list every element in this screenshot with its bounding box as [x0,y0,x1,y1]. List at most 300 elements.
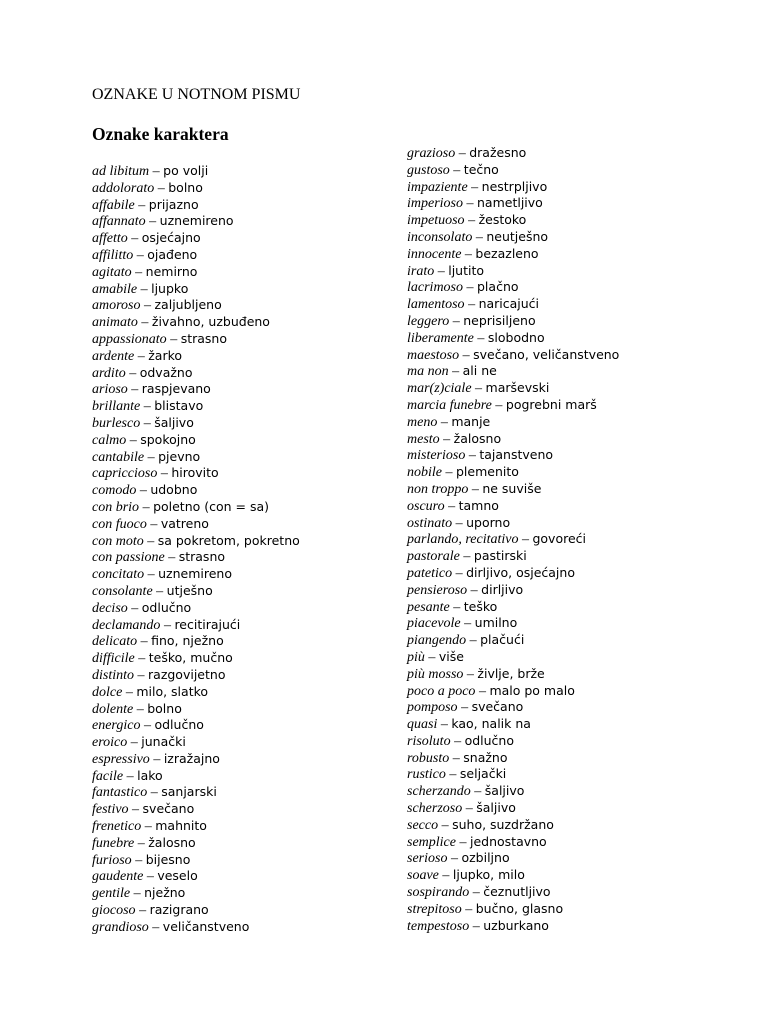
term-meaning: snažno [463,749,508,765]
glossary-entry [92,667,300,684]
glossary-entry [407,263,619,280]
term-italian: innocente [407,246,462,262]
glossary-entry [92,617,300,634]
term-meaning: svečano [471,699,524,715]
glossary-entry [407,464,619,481]
term-meaning: marševski [485,380,550,396]
dash-separator: – [462,801,477,817]
glossary-entry [92,600,300,617]
term-meaning: govoreći [532,531,586,547]
term-meaning: bolno [168,179,203,195]
term-italian: oscuro [407,498,445,514]
glossary-entry [407,783,619,800]
term-italian: non troppo [407,481,469,497]
glossary-entry [407,867,619,884]
dash-separator: – [136,483,151,499]
glossary-entry [407,296,619,313]
glossary-entry [92,398,300,415]
term-italian: eroico [92,735,128,751]
term-italian: scherzando [407,784,471,800]
glossary-entry [407,279,619,296]
term-italian: marcia funebre [407,397,492,413]
term-italian: più mosso [407,666,464,682]
term-italian: soave [407,868,439,884]
term-italian: animato [92,315,138,331]
glossary-entry [407,699,619,716]
dash-separator: – [461,901,476,917]
glossary-entry [92,281,300,298]
dash-separator: – [148,919,163,935]
term-italian: affannato [92,214,146,230]
dash-separator: – [459,347,474,363]
terms-list-left [92,163,300,936]
glossary-entry [407,901,619,918]
term-meaning: žalosno [148,834,196,850]
glossary-entry [92,381,300,398]
dash-separator: – [472,229,487,245]
dash-separator: – [152,583,167,599]
dash-separator: – [424,649,439,665]
glossary-entry [92,885,300,902]
term-italian: addolorato [92,180,155,196]
dash-separator: – [475,683,490,699]
dash-separator: – [139,499,154,515]
dash-separator: – [125,365,140,381]
glossary-entry [92,230,300,247]
term-meaning: spokojno [140,431,196,447]
glossary-entry [92,449,300,466]
term-meaning: ljupko, milo [452,867,525,883]
glossary-entry [92,801,300,818]
glossary-entry [407,179,619,196]
term-italian: concitato [92,567,145,583]
term-italian: difficile [92,651,135,667]
term-italian: arioso [92,382,128,398]
term-meaning: hirovito [171,465,219,481]
term-meaning: utješno [166,582,213,598]
term-italian: pensieroso [407,582,468,598]
term-italian: gustoso [407,162,450,178]
glossary-entry [407,347,619,364]
term-italian: meno [407,414,438,430]
term-meaning: svečano [142,801,195,817]
term-meaning: ozbiljno [461,850,510,866]
term-italian: gentile [92,886,131,902]
dash-separator: – [448,364,463,380]
term-italian: pastorale [407,549,460,565]
dash-separator: – [466,633,481,649]
term-meaning: neutješno [486,228,549,244]
glossary-entry [92,533,300,550]
term-italian: funebre [92,835,135,851]
term-italian: declamando [92,617,161,633]
dash-separator: – [470,784,485,800]
glossary-entry [92,818,300,835]
term-meaning: recitirajući [174,616,241,632]
dash-separator: – [437,414,452,430]
term-meaning: pogrebni marš [505,396,597,412]
term-meaning: sa pokretom, pokretno [157,532,300,548]
glossary-entry [92,499,300,516]
dash-separator: – [464,297,479,313]
term-meaning: pastirski [473,548,527,564]
dash-separator: – [146,516,161,532]
dash-separator: – [154,180,169,196]
dash-separator: – [126,432,141,448]
term-meaning: veselo [157,868,198,884]
term-italian: fantastico [92,785,148,801]
term-italian: liberamente [407,330,474,346]
term-italian: scherzoso [407,801,463,817]
term-italian: pomposo [407,700,458,716]
term-italian: brillante [92,399,141,415]
glossary-entry [92,852,300,869]
glossary-entry [407,683,619,700]
term-italian: furioso [92,852,132,868]
dash-separator: – [143,869,158,885]
glossary-entry [92,566,300,583]
term-meaning: žestoko [478,212,527,228]
term-meaning: bučno, glasno [475,900,564,916]
glossary-entry [407,918,619,935]
term-meaning: sanjarski [161,784,217,800]
term-italian: deciso [92,600,128,616]
dash-separator: – [471,381,486,397]
term-meaning: tajanstveno [479,447,554,463]
term-meaning: bijesno [145,851,191,867]
term-meaning: malo po malo [489,682,575,698]
glossary-entry [92,331,300,348]
glossary-entry [92,163,300,180]
term-italian: impetuoso [407,213,465,229]
glossary-entry [407,397,619,414]
glossary-entry [92,701,300,718]
dash-separator: – [140,298,155,314]
term-meaning: junački [141,734,186,750]
glossary-entry [407,515,619,532]
term-italian: quasi [407,717,438,733]
glossary-entry [407,498,619,515]
dash-separator: – [449,313,464,329]
dash-separator: – [491,397,506,413]
dash-separator: – [140,718,155,734]
dash-separator: – [127,735,142,751]
term-meaning: prijazno [148,196,199,212]
term-italian: amoroso [92,298,141,314]
term-meaning: slobodno [487,329,545,345]
glossary-entry [92,768,300,785]
dash-separator: – [140,415,155,431]
term-meaning: plačući [480,632,525,648]
term-meaning: ljutito [448,262,485,278]
dash-separator: – [463,196,477,212]
term-italian: irato [407,263,435,279]
glossary-entry [407,666,619,683]
term-meaning: pjevno [158,448,201,464]
dash-separator: – [134,835,149,851]
dash-separator: – [123,768,138,784]
term-meaning: plemenito [456,464,519,480]
term-meaning: življe, brže [477,665,545,681]
glossary-entry [407,145,619,162]
term-meaning: strasno [180,330,227,346]
dash-separator: – [140,399,155,415]
term-meaning: plačno [477,279,519,295]
term-italian: ardente [92,348,135,364]
term-italian: piacevole [407,616,461,632]
dash-separator: – [449,162,464,178]
term-italian: pesante [407,599,450,615]
term-meaning: uznemireno [158,566,232,582]
dash-separator: – [467,179,482,195]
glossary-entry [407,414,619,431]
term-italian: inconsolato [407,229,473,245]
glossary-entry [407,850,619,867]
term-italian: poco a poco [407,683,476,699]
term-meaning: uzburkano [483,917,549,933]
dash-separator: – [450,733,465,749]
term-meaning: fino, nježno [151,633,224,649]
dash-separator: – [460,616,475,632]
glossary-entry [92,868,300,885]
dash-separator: – [438,817,453,833]
glossary-entry [92,583,300,600]
dash-separator: – [137,281,152,297]
term-italian: grandioso [92,919,149,935]
dash-separator: – [469,885,484,901]
term-meaning: uznemireno [159,213,234,229]
dash-separator: – [468,481,483,497]
dash-separator: – [131,852,146,868]
term-meaning: šaljivo [154,414,194,430]
glossary-entry [407,817,619,834]
dash-separator: – [463,666,478,682]
glossary-entry [407,195,619,212]
term-italian: con brio [92,499,140,515]
term-meaning: svečano, veličanstveno [473,346,620,362]
term-meaning: mahnito [155,818,207,834]
glossary-entry [407,565,619,582]
glossary-entry [92,348,300,365]
term-italian: con passione [92,550,165,566]
term-italian: dolente [92,701,134,717]
term-meaning: jednostavno [469,833,547,849]
glossary-entry [407,313,619,330]
dash-separator: – [457,700,472,716]
term-meaning: naricajući [478,296,540,312]
dash-separator: – [463,280,477,296]
glossary-entry [407,363,619,380]
term-italian: distinto [92,667,135,683]
term-italian: delicato [92,634,138,650]
term-italian: cantabile [92,449,145,465]
dash-separator: – [131,264,146,280]
term-meaning: ljupko [151,280,189,296]
glossary-entry [407,615,619,632]
term-italian: secco [407,817,439,833]
glossary-entry [92,650,300,667]
dash-separator: – [473,330,488,346]
term-meaning: tamno [458,497,499,513]
dash-separator: – [442,465,456,481]
term-italian: agitato [92,264,132,280]
term-meaning: razgovijetno [148,666,226,682]
dash-separator: – [127,231,142,247]
term-meaning: suho, suzdržano [452,816,554,832]
term-italian: lacrimoso [407,280,463,296]
glossary-entry [92,919,300,936]
dash-separator: – [518,532,533,548]
term-italian: lamentoso [407,297,465,313]
dash-separator: – [147,785,162,801]
term-italian: mesto [407,431,440,447]
term-italian: affilitto [92,247,134,263]
glossary-entry [92,516,300,533]
dash-separator: – [130,886,145,902]
dash-separator: – [438,868,453,884]
glossary-entry [92,482,300,499]
dash-separator: – [434,263,449,279]
glossary-entry [92,902,300,919]
glossary-entry [407,800,619,817]
dash-separator: – [127,600,142,616]
term-italian: impaziente [407,179,468,195]
glossary-entry [92,213,300,230]
dash-separator: – [449,599,464,615]
dash-separator: – [122,684,137,700]
term-italian: mar(z)ciale [407,381,472,397]
term-meaning: osjećajno [141,230,201,246]
term-italian: espressivo [92,751,150,767]
term-meaning: bezazleno [475,245,539,261]
glossary-entry [407,531,619,548]
dash-separator: – [143,533,158,549]
dash-separator: – [439,431,454,447]
term-italian: grazioso [407,146,456,161]
term-meaning: tečno [463,161,499,177]
glossary-entry [92,365,300,382]
term-meaning: šaljivo [476,800,516,816]
glossary-entry [407,766,619,783]
glossary-entry [92,180,300,197]
dash-separator: – [134,667,149,683]
glossary-entry [92,297,300,314]
term-italian: frenetico [92,819,142,835]
term-meaning: odlučno [141,599,192,615]
term-meaning: šaljivo [484,783,525,799]
term-meaning: odvažno [139,364,193,380]
glossary-entry [407,733,619,750]
dash-separator: – [149,751,164,767]
term-italian: energico [92,718,141,734]
term-italian: parlando, recitativo [407,532,519,548]
term-meaning: umilno [474,615,518,631]
term-meaning: živahno, uzbuđeno [151,314,270,330]
glossary-entry [92,197,300,214]
term-italian: ardito [92,365,126,381]
glossary-entry [92,465,300,482]
term-italian: affabile [92,197,135,213]
glossary-entry [92,549,300,566]
term-italian: sospirando [407,885,470,901]
section-heading: Oznake karaktera [92,124,229,144]
dash-separator: – [445,767,460,783]
term-italian: calmo [92,432,127,448]
term-italian: imperioso [407,196,463,212]
term-meaning: udobno [150,482,198,498]
term-meaning: po volji [163,163,209,178]
dash-separator: – [134,197,149,213]
glossary-entry [92,784,300,801]
term-meaning: milo, slatko [136,683,209,699]
dash-separator: – [127,382,142,398]
glossary-entry [407,447,619,464]
term-meaning: teško [463,598,498,614]
glossary-entry [407,431,619,448]
dash-separator: – [452,565,467,581]
term-meaning: strasno [178,549,226,565]
glossary-entry [407,599,619,616]
term-meaning: nametljivo [477,195,543,211]
dash-separator: – [449,750,464,766]
term-meaning: zaljubljeno [154,297,222,313]
dash-separator: – [128,802,143,818]
term-italian: ad libitum [92,164,150,179]
dash-separator: – [461,246,476,262]
term-italian: consolante [92,583,153,599]
dash-separator: – [137,634,152,650]
term-italian: tempestoso [407,918,470,934]
term-meaning: više [438,648,464,664]
glossary-entry [407,212,619,229]
glossary-entry [92,247,300,264]
term-meaning: nemirno [145,263,198,279]
dash-separator: – [133,701,148,717]
term-italian: dolce [92,684,123,700]
glossary-entry [407,162,619,179]
term-italian: gaudente [92,869,144,885]
term-meaning: nestrpljivo [481,178,548,194]
term-italian: affetto [92,231,128,247]
dash-separator: – [160,617,175,633]
glossary-entry [92,314,300,331]
glossary-entry [407,246,619,263]
term-italian: robusto [407,750,450,766]
terms-list-right [407,145,619,934]
dash-separator: – [157,466,172,482]
term-meaning: veličanstveno [162,918,250,934]
term-meaning: seljački [459,766,507,782]
dash-separator: – [469,918,484,934]
term-meaning: razigrano [149,902,209,918]
glossary-entry [407,481,619,498]
term-meaning: izražajno [163,750,220,766]
term-italian: serioso [407,851,448,867]
glossary-entry [407,750,619,767]
glossary-entry [407,330,619,347]
dash-separator: – [166,331,181,347]
glossary-entry [92,684,300,701]
dash-separator: – [135,903,150,919]
document-title: OZNAKE U NOTNOM PISMU [92,86,301,103]
term-meaning: kao, nalik na [451,716,531,732]
glossary-entry [92,734,300,751]
term-meaning: poletno (con = sa) [153,498,270,514]
term-italian: risoluto [407,733,451,749]
term-italian: misterioso [407,448,466,464]
glossary-entry [92,415,300,432]
glossary-entry [407,834,619,851]
